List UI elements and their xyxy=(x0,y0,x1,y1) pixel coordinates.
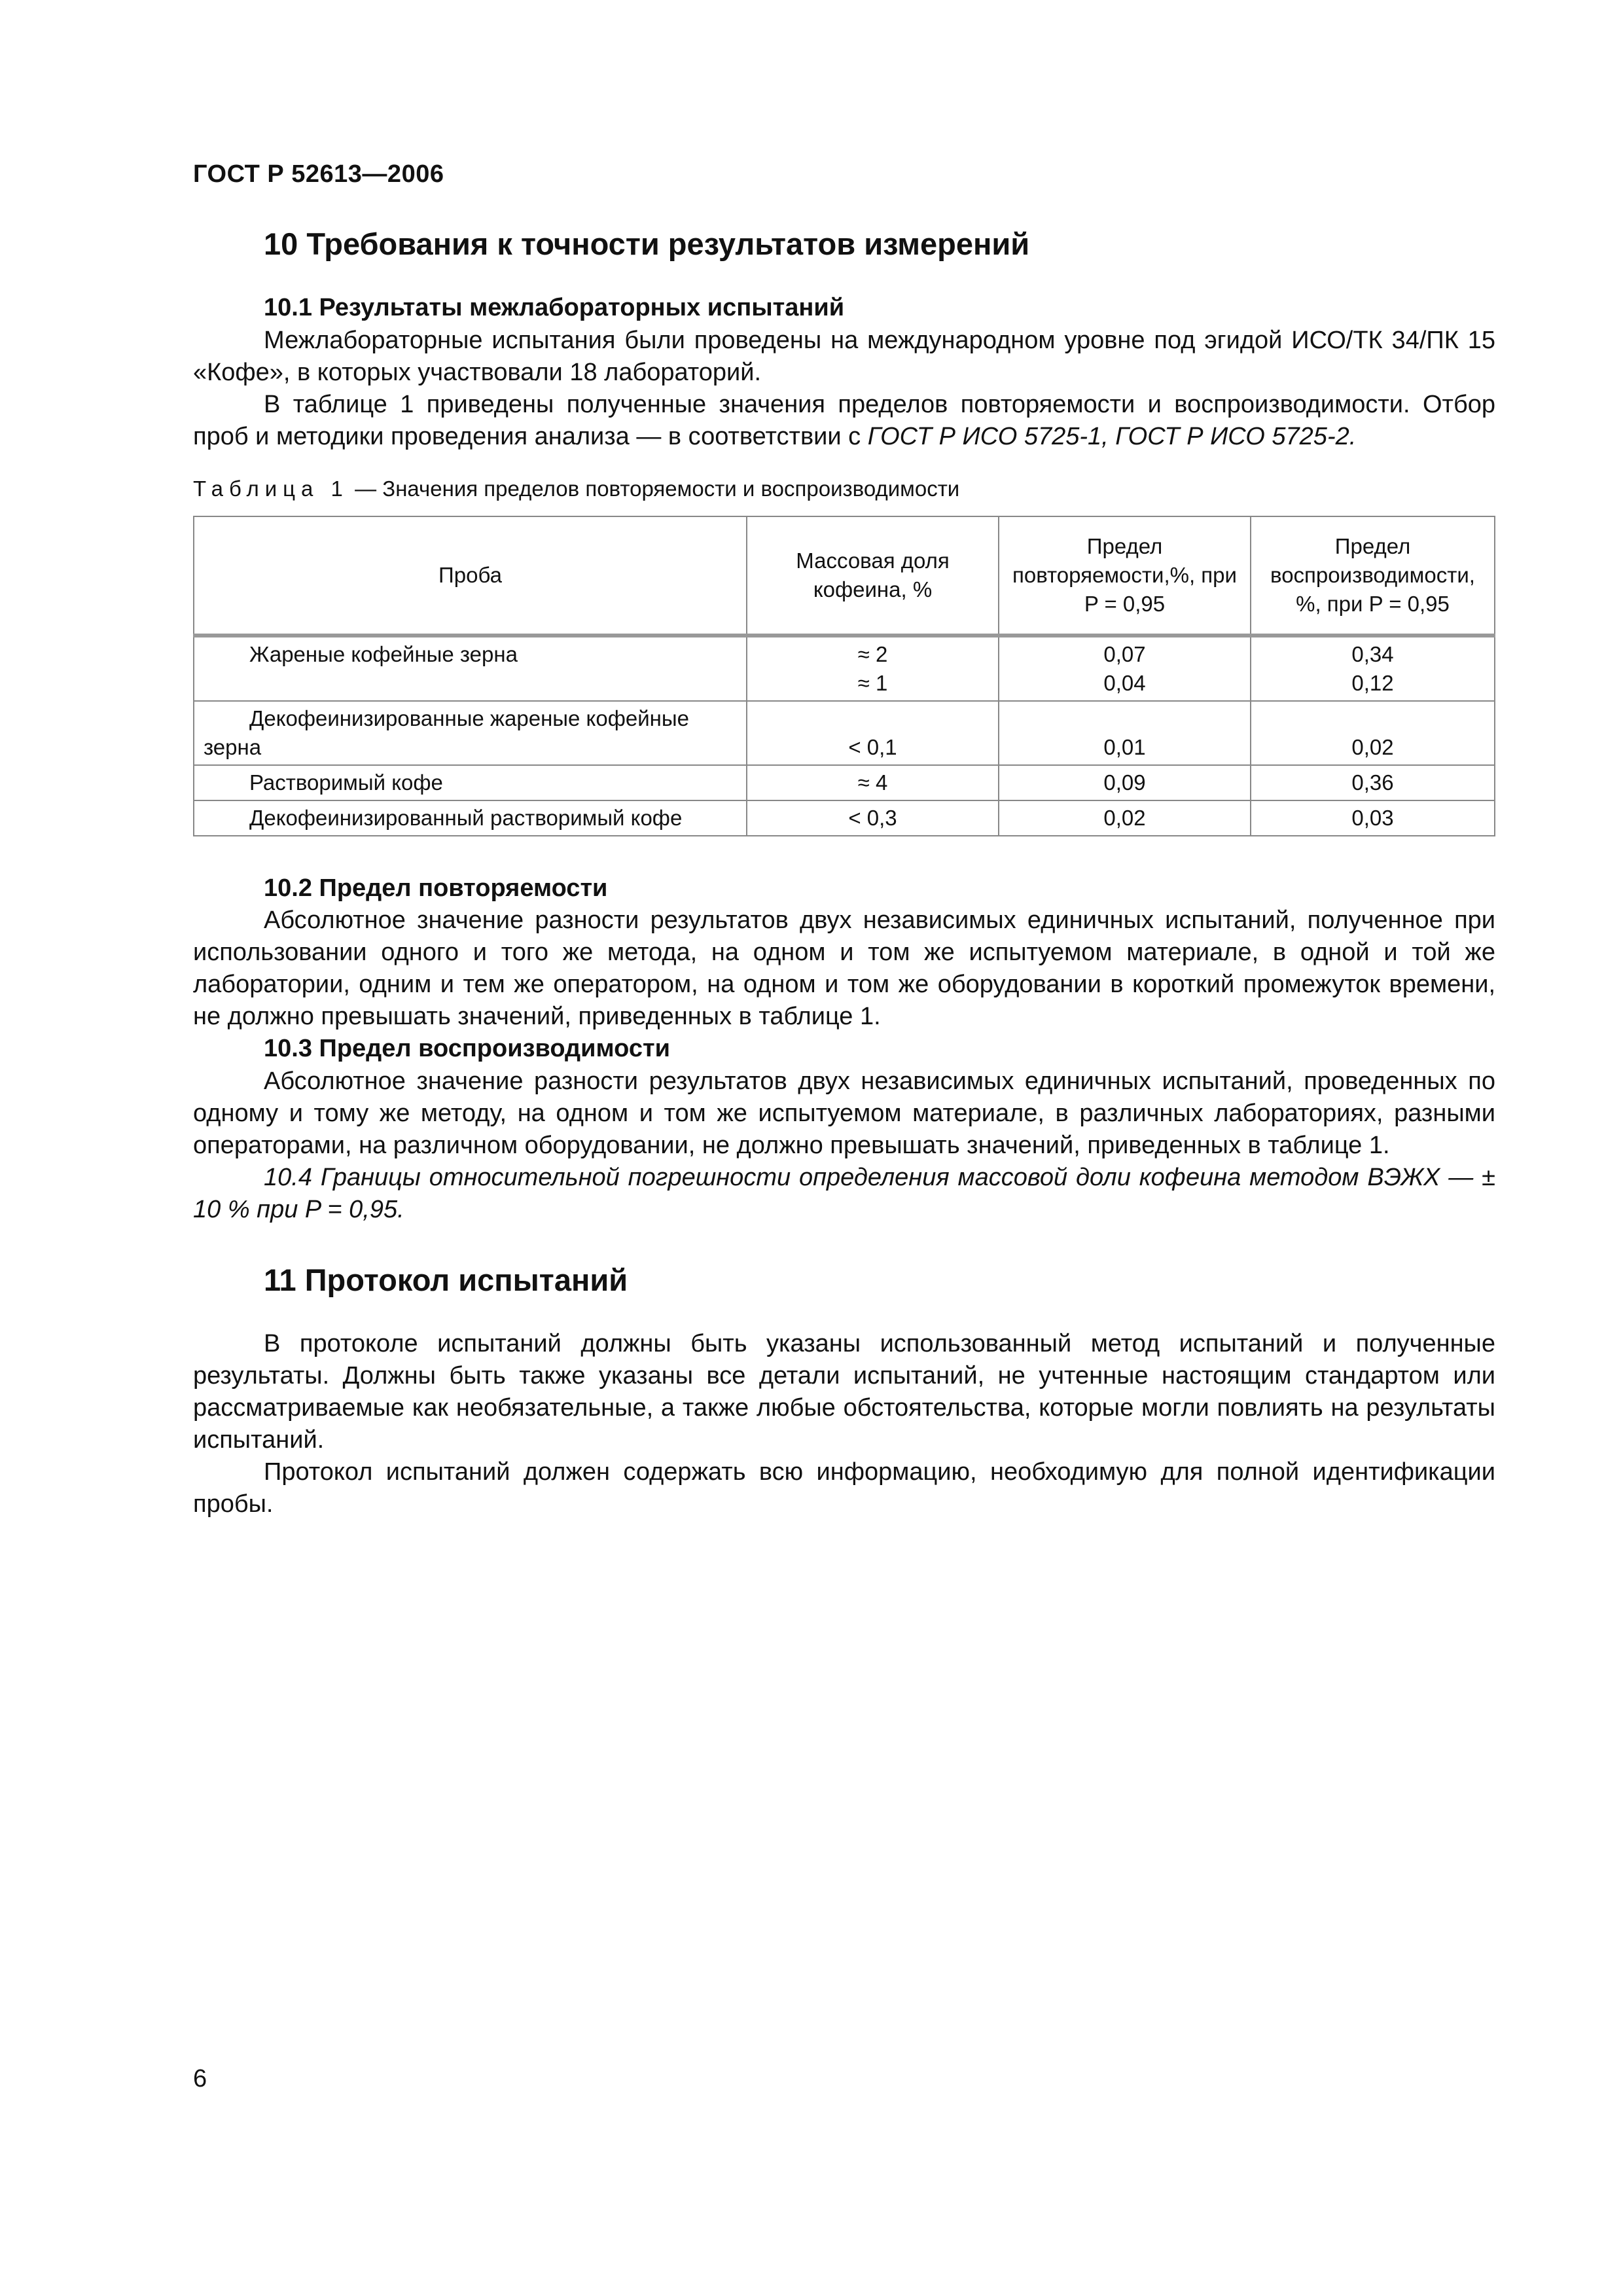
value: ≈ 1 xyxy=(857,670,888,695)
section-10-title: 10 Требования к точности результатов измерений xyxy=(264,226,1030,261)
column-header-sample: Проба xyxy=(194,516,747,636)
cell-reproducibility: 0,36 xyxy=(1251,765,1495,800)
page-number: 6 xyxy=(193,2065,207,2092)
value: 0,34 xyxy=(1351,641,1394,666)
section-10-2-heading: 10.2 Предел повторяемости xyxy=(264,874,608,902)
value: 0,07 xyxy=(1103,641,1146,666)
section-11-title: 11 Протокол испытаний xyxy=(264,1262,628,1297)
cell-repeatability: 0,09 xyxy=(999,765,1251,800)
cell-repeatability: 0,01 xyxy=(999,701,1251,765)
cell-caffeine: < 0,3 xyxy=(747,800,999,836)
value: 0,04 xyxy=(1103,670,1146,695)
section-10-3-paragraph: Абсолютное значение разности результатов двух независимых единичных испытаний, проведенных по одному и тому же методу, на одном и том же испытуемом материале, в различных лабораториях, разными операторами, на различном оборудовании, не должно превышать значений, приведенных в таблице 1. xyxy=(193,1067,1495,1159)
section-11-paragraph-1: В протоколе испытаний должны быть указаны использованный метод испытаний и полученные результаты. Должны быть также указаны все детали испытаний, не учтенные настоящим стандартом или рассматриваемые как необязательные, а также любые обстоятельства, которые могли повлиять на результаты испытаний. xyxy=(193,1329,1495,1454)
section-10-4-paragraph: 10.4 Границы относительной погрешности определения массовой доли кофеина методом ВЭЖХ — ± 10 % при P = 0,95. xyxy=(193,1163,1495,1223)
table-row xyxy=(194,765,1495,800)
value: ≈ 2 xyxy=(857,641,888,666)
document-code: ГОСТ Р 52613—2006 xyxy=(193,160,444,188)
cell-reproducibility xyxy=(1251,636,1495,701)
section-11-paragraph-2: Протокол испытаний должен содержать всю информацию, необходимую для полной идентификации пробы. xyxy=(193,1458,1495,1518)
cell-sample: Декофеинизированные жареные кофейные зерна xyxy=(194,701,747,765)
section-10-3-heading: 10.3 Предел воспроизводимости xyxy=(264,1035,670,1063)
table-row xyxy=(194,701,1495,765)
table-caption-text: — Значения пределов повторяемости и воспроизводимости xyxy=(348,476,960,501)
column-header-repeatability: Предел повторяемости,%, при P = 0,95 xyxy=(999,516,1251,636)
cell-reproducibility: 0,03 xyxy=(1251,800,1495,836)
column-header-reproducibility: Предел воспроизводимости, %, при P = 0,95 xyxy=(1251,516,1495,636)
table-header-row xyxy=(194,516,1495,636)
cell-repeatability: 0,02 xyxy=(999,800,1251,836)
cell-sample: Жареные кофейные зерна xyxy=(194,636,747,701)
section-10-1-paragraph-2 xyxy=(193,389,1495,453)
table-caption-label: Таблица 1 xyxy=(193,476,349,501)
section-10-1-paragraph-1: Межлабораторные испытания были проведены на международном уровне под эгидой ИСО/ТК 34/ПК 15 «Кофе», в которых участвовали 18 лабораторий. xyxy=(193,326,1495,386)
cell-caffeine: < 0,1 xyxy=(747,701,999,765)
cell-repeatability xyxy=(999,636,1251,701)
paragraph-text: В таблице 1 приведены полученные значения пределов повторяемости и воспроизводимости. Отбор проб и методики проведения анализа — в соответствии с xyxy=(193,390,1495,450)
column-header-caffeine: Массовая доля кофеина, % xyxy=(747,516,999,636)
cell-caffeine xyxy=(747,636,999,701)
cell-sample: Растворимый кофе xyxy=(194,765,747,800)
cell-caffeine: ≈ 4 xyxy=(747,765,999,800)
table-1-caption xyxy=(193,476,1495,501)
cell-sample: Декофеинизированный растворимый кофе xyxy=(194,800,747,836)
table-1 xyxy=(193,516,1495,836)
cell-reproducibility: 0,02 xyxy=(1251,701,1495,765)
value: 0,12 xyxy=(1351,670,1394,695)
section-10-1-heading: 10.1 Результаты межлабораторных испытаний xyxy=(264,294,845,322)
page-content xyxy=(193,226,1495,1520)
table-row xyxy=(194,800,1495,836)
section-10-2-paragraph: Абсолютное значение разности результатов двух независимых единичных испытаний, полученное при использовании одного и того же метода, на одном и том же испытуемом материале, в одной и той же лаборатории, одним и тем же оператором, на одном и том же оборудовании в короткий промежуток времени, не должно превышать значений, приведенных в таблице 1. xyxy=(193,906,1495,1031)
table-row xyxy=(194,636,1495,701)
standard-references: ГОСТ Р ИСО 5725-1, ГОСТ Р ИСО 5725-2. xyxy=(867,422,1357,450)
